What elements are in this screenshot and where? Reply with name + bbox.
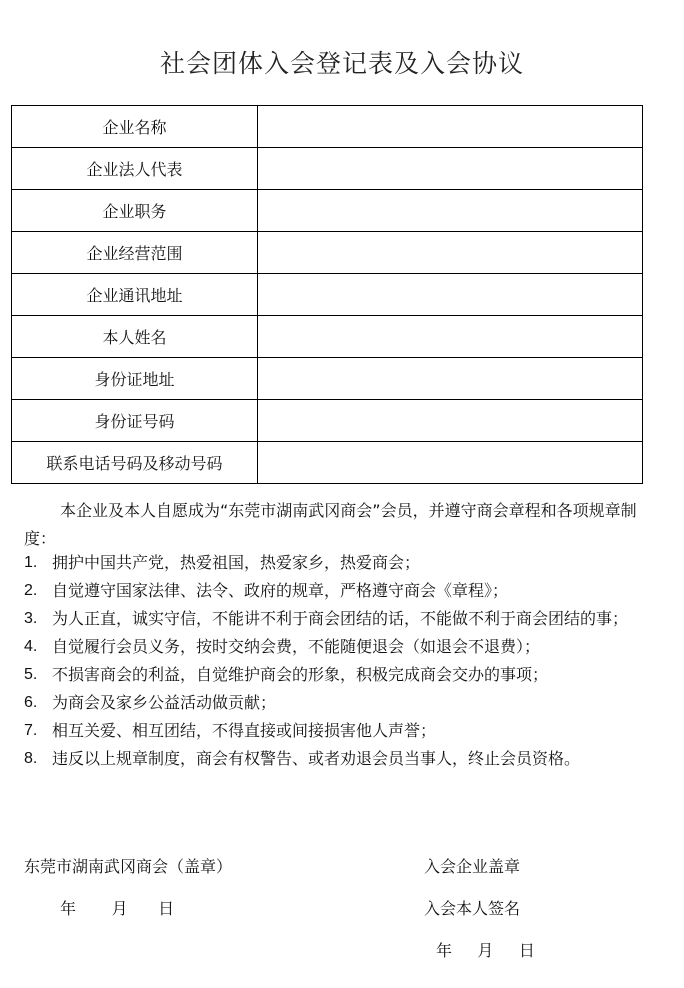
form-field-value[interactable] bbox=[258, 442, 643, 484]
rule-text: 不损害商会的利益，自觉维护商会的形象，积极完成商会交办的事项； bbox=[52, 665, 549, 684]
agreement-intro: 本企业及本人自愿成为“东莞市湖南武冈商会”会员，并遵守商会章程和各项规章制度： bbox=[24, 501, 637, 548]
form-field-value[interactable] bbox=[258, 106, 643, 148]
agreement-rule bbox=[24, 579, 646, 602]
member-date-line: 年 月 日 bbox=[436, 941, 535, 960]
form-field-label: 身份证地址 bbox=[12, 358, 258, 400]
form-field-label: 身份证号码 bbox=[12, 400, 258, 442]
agreement-rule bbox=[24, 691, 646, 714]
agreement-rule bbox=[24, 747, 646, 770]
form-row bbox=[12, 148, 643, 190]
agreement-rule bbox=[24, 663, 646, 686]
form-field-label: 企业通讯地址 bbox=[12, 274, 258, 316]
rule-text: 自觉遵守国家法律、法令、政府的规章，严格遵守商会《章程》； bbox=[52, 581, 509, 600]
form-row bbox=[12, 358, 643, 400]
rule-number: 1. bbox=[24, 554, 38, 571]
form-field-value[interactable] bbox=[258, 274, 643, 316]
form-field-label: 企业法人代表 bbox=[12, 148, 258, 190]
form-field-value[interactable] bbox=[258, 358, 643, 400]
form-row bbox=[12, 316, 643, 358]
agreement-rule bbox=[24, 719, 646, 742]
rule-number: 5. bbox=[24, 666, 38, 683]
form-row bbox=[12, 232, 643, 274]
rule-text: 自觉履行会员义务，按时交纳会费，不能随便退会（如退会不退费）； bbox=[52, 637, 541, 656]
association-date-line: 年 月 日 bbox=[60, 899, 175, 918]
form-field-label: 企业职务 bbox=[12, 190, 258, 232]
rule-number: 7. bbox=[24, 722, 38, 739]
form-field-value[interactable] bbox=[258, 400, 643, 442]
agreement-rule bbox=[24, 607, 646, 630]
page-title: 社会团体入会登记表及入会协议 bbox=[159, 49, 524, 78]
form-field-label: 本人姓名 bbox=[12, 316, 258, 358]
form-row bbox=[12, 442, 643, 484]
form-field-value[interactable] bbox=[258, 316, 643, 358]
form-field-value[interactable] bbox=[258, 148, 643, 190]
rule-number: 4. bbox=[24, 638, 38, 655]
form-field-label: 企业经营范围 bbox=[12, 232, 258, 274]
rule-number: 2. bbox=[24, 582, 38, 599]
form-field-label: 联系电话号码及移动号码 bbox=[12, 442, 258, 484]
agreement-rules-list bbox=[24, 551, 646, 775]
agreement-rule bbox=[24, 551, 646, 574]
rule-text: 相互关爱、相互团结，不得直接或间接损害他人声誉； bbox=[52, 721, 437, 740]
form-row bbox=[12, 274, 643, 316]
agreement-rule bbox=[24, 635, 646, 658]
rule-text: 拥护中国共产党，热爱祖国，热爱家乡，热爱商会； bbox=[52, 553, 421, 572]
rule-number: 3. bbox=[24, 610, 38, 627]
rule-text: 违反以上规章制度，商会有权警告、或者劝退会员当事人，终止会员资格。 bbox=[52, 749, 581, 768]
form-field-label: 企业名称 bbox=[12, 106, 258, 148]
company-seal-label: 入会企业盖章 bbox=[424, 857, 521, 876]
rule-text: 为人正直，诚实守信，不能讲不利于商会团结的话，不能做不利于商会团结的事； bbox=[52, 609, 629, 628]
registration-form-table bbox=[11, 105, 643, 484]
association-seal-label: 东莞市湖南武冈商会（盖章） bbox=[24, 857, 233, 876]
form-field-value[interactable] bbox=[258, 190, 643, 232]
member-signature-label: 入会本人签名 bbox=[424, 899, 521, 918]
form-row bbox=[12, 190, 643, 232]
form-field-value[interactable] bbox=[258, 232, 643, 274]
rule-number: 6. bbox=[24, 694, 38, 711]
form-row bbox=[12, 106, 643, 148]
rule-text: 为商会及家乡公益活动做贡献； bbox=[52, 693, 277, 712]
form-row bbox=[12, 400, 643, 442]
rule-number: 8. bbox=[24, 750, 38, 767]
